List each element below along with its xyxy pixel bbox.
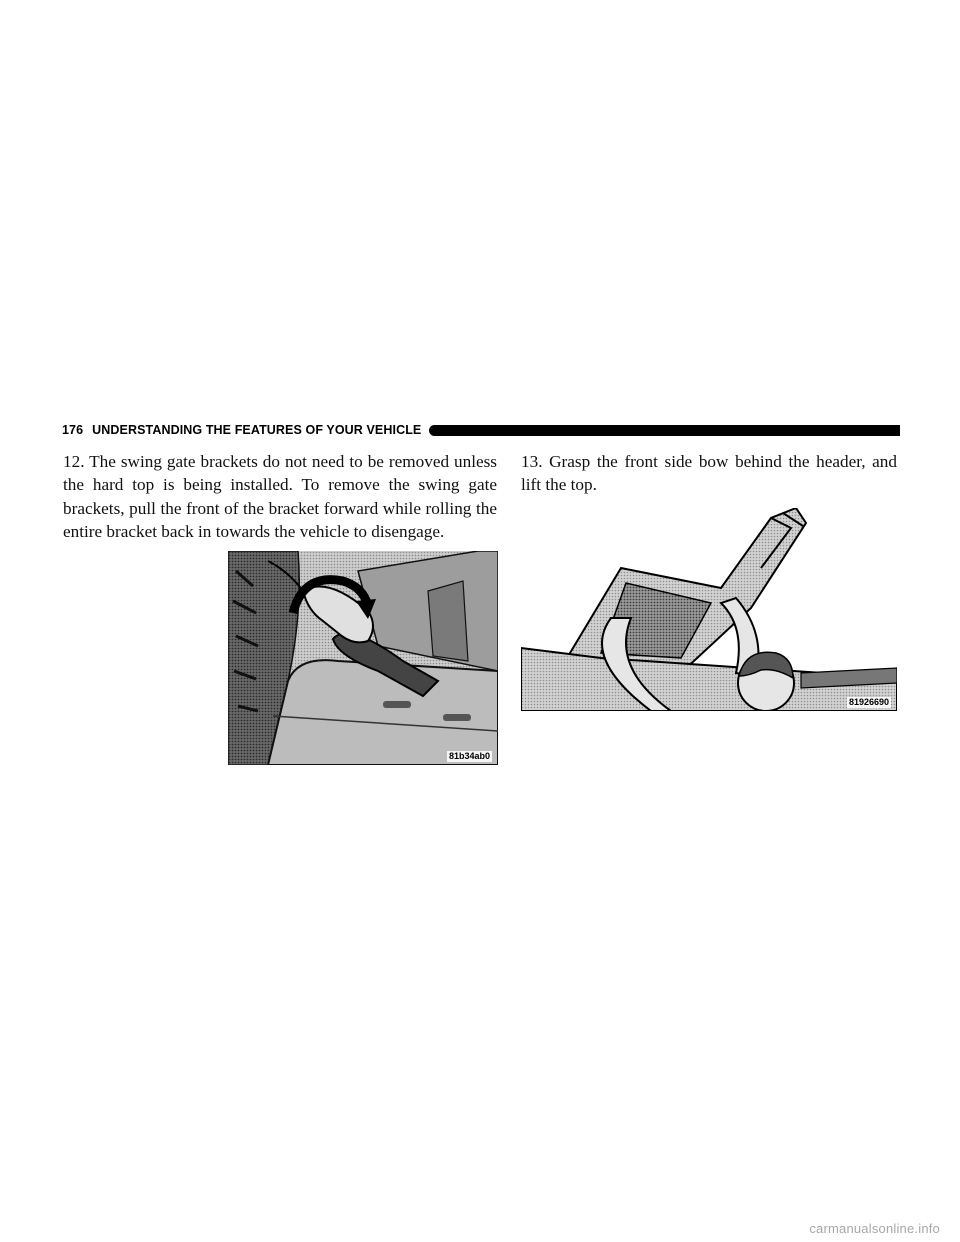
lift-top-drawing [521,508,897,711]
step-13-text: 13. Grasp the front side bow behind the header, and lift the top. [521,452,897,495]
swing-gate-bracket-drawing [228,551,498,765]
lift-top-illustration [521,508,897,711]
section-title: UNDERSTANDING THE FEATURES OF YOUR VEHICLE [92,423,422,437]
step-12-text: 12. The swing gate brackets do not need to be removed unless the hard top is being installed. To remove the swing gate brackets, pull the front of the bracket forward while rolling the entire bracket back in towards the vehicle to disengage. [63,452,497,541]
right-column [521,450,897,497]
watermark: carmanualsonline.info [809,1221,940,1236]
figure-code: 81b34ab0 [448,751,490,761]
page-number: 176 [62,423,84,437]
swing-gate-bracket-illustration [228,551,498,765]
page-header [62,421,900,439]
header-rule [429,425,900,436]
figure-code: 81926690 [848,697,889,707]
left-column [63,450,497,543]
